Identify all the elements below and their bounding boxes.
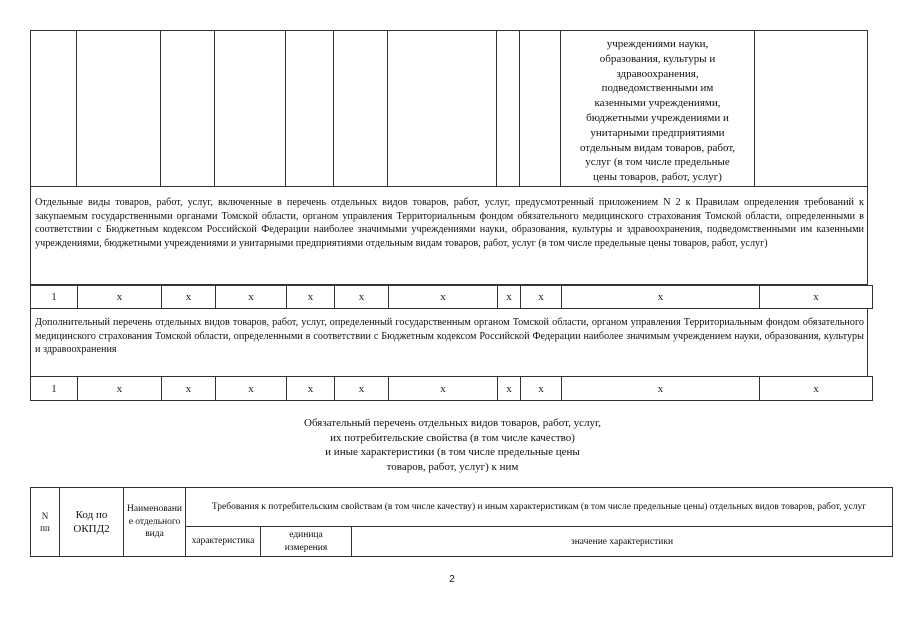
col-okpd-header: Код по ОКПД2 [59,488,123,556]
x-cell: x [561,286,759,308]
top-line: услуг (в том числе предельные [585,156,730,169]
top-line: казенными учреждениями, [594,97,721,110]
section2-x-row [30,376,873,401]
x-cell: x [286,286,334,308]
x-cell: x [286,377,334,400]
x-cell: x [161,377,215,400]
section1-text: Отдельные виды товаров, работ, услуг, включенные в перечень отдельных видов товаров, работ, услуг, предусмотренный приложением N 2 к Правилам определения требований к закупаемым государственными органами Томской области, органом управления Территориальным фондом обязательного медицинского страхования Томской области, определенными в соответствии с Бюджетным кодексом Российской Федерации наиболее значимыми учреждениями науки, образования, культуры и здравоохранения, подведомственными им казенными учреждениями, бюджетными учреждениями и унитарными предприятиями отдельным видам товаров, работ, услуг (в том числе предельные цены товаров, работ, услуг) [35,197,864,249]
section-heading [200,416,705,474]
col-n-header: N пп [40,511,50,533]
col-divider [519,31,520,187]
top-line: образования, культуры и [599,52,716,65]
col-divider [387,31,388,187]
x-cell: x [334,377,388,400]
x-cell: x [215,286,286,308]
col-divider [285,31,286,187]
requirements-table [30,487,893,557]
x-cell: x [759,286,872,308]
top-line: учреждениями науки, [606,38,709,50]
top-line: бюджетными учреждениями и [586,111,729,124]
section2-block [30,309,868,376]
sub-unit-header: единица измерения [260,527,351,556]
heading-line: их потребительские свойства (в том числе качество) [330,431,575,444]
x-cell: x [388,286,497,308]
top-line: здравоохранения, [616,67,699,80]
heading-line: и иные характеристики (в том числе предельные цены [325,446,580,458]
col-divider [76,31,77,187]
col-divider [214,31,215,187]
x-cell: x [77,377,161,400]
x-cell: x [161,286,215,308]
x-cell: x [520,286,561,308]
section2-text: Дополнительный перечень отдельных видов товаров, работ, услуг, определенный государственным органом Томской области, органом управления Территориальным фондом обязательного медицинского страхования Томской области, определенными в соответствии с Бюджетным кодексом Российской Федерации наиболее значимым учреждением науки, образования, культуры и здравоохранения [35,317,864,355]
col-name-header: Наименование отдельного вида [123,488,185,556]
col-divider [754,31,755,187]
x-cell: x [388,377,497,400]
heading-line: Обязательный перечень отдельных видов товаров, работ, услуг, [304,417,601,429]
x-cell: x [77,286,161,308]
row-number: 1 [51,291,57,303]
top-line: подведомственными им [601,82,714,95]
col-divider [496,31,497,187]
x-cell: x [759,377,872,400]
top-line: цены товаров, работ, услуг) [593,171,722,184]
group-header: Требования к потребительским свойствам (в том числе качеству) и иным характеристикам (в том числе предельные цены) отдельных видов товаров, работ, услуг [185,488,892,527]
x-cell: x [334,286,388,308]
top-line: отдельным видам товаров, работ, [579,141,736,154]
x-cell: x [497,377,520,400]
x-cell: x [215,377,286,400]
sub-value-header: значение характеристики [351,527,892,556]
sub-char-header: характеристика [185,527,260,556]
x-cell: x [520,377,561,400]
page-number: 2 [449,574,455,585]
top-table-row [30,30,868,187]
x-cell: x [561,377,759,400]
x-cell: x [497,286,520,308]
col-divider [160,31,161,187]
top-line: унитарными предприятиями [590,126,725,139]
top-block-text [561,37,754,185]
col-divider [333,31,334,187]
section1-block [30,186,868,285]
section1-x-row [30,285,873,309]
row-number: 1 [51,382,57,395]
heading-line: товаров, работ, услуг) к ним [386,460,519,473]
